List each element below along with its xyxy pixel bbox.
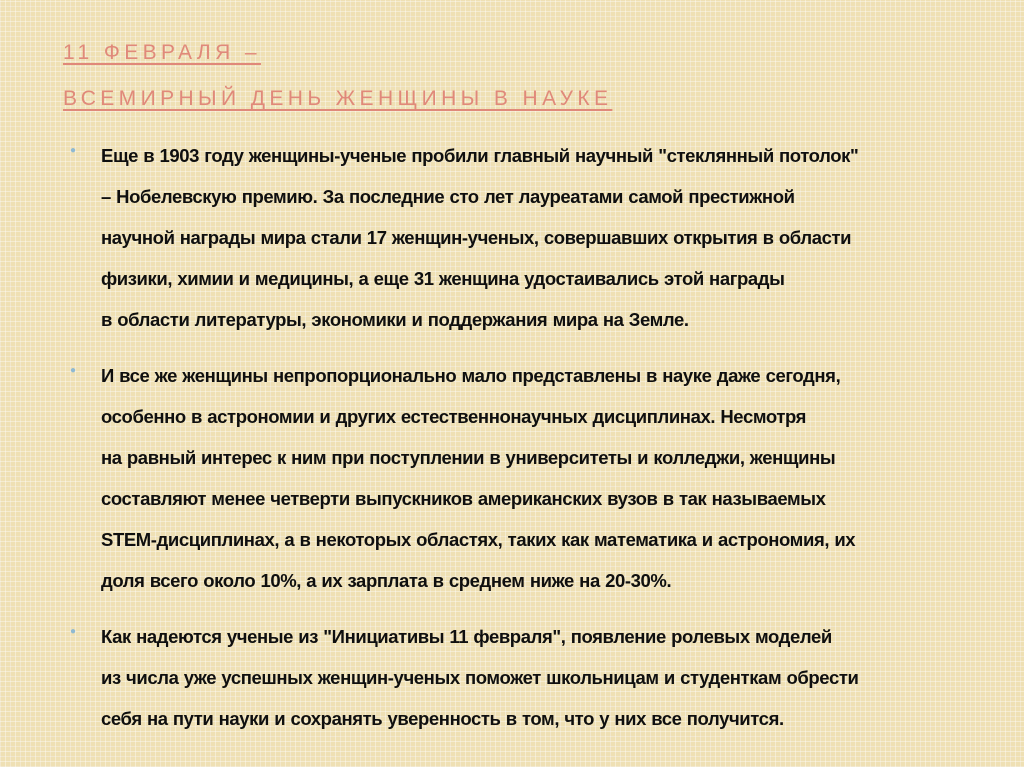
bullet-text-line: из числа уже успешных женщин-ученых поможет школьницам и студенткам обрести xyxy=(101,667,859,688)
bullet-text-line: физики, химии и медицины, а еще 31 женщина удостаивались этой награды xyxy=(101,268,785,289)
bullet-text-line: И все же женщины непропорционально мало представлены в науке даже сегодня, xyxy=(101,365,841,386)
bullet-text-line: Как надеются ученые из "Инициативы 11 февраля", появление ролевых моделей xyxy=(101,626,832,647)
bullet-text-line: Еще в 1903 году женщины-ученые пробили главный научный "стеклянный потолок" xyxy=(101,145,859,166)
bullet-text-line: составляют менее четверти выпускников американских вузов в так называемых xyxy=(101,488,826,509)
bullet-text xyxy=(101,135,984,340)
bullet-dot-icon: ● xyxy=(70,626,77,637)
bullet-text xyxy=(101,616,984,739)
bullet-text-line: особенно в астрономии и других естественнонаучных дисциплинах. Несмотря xyxy=(101,406,807,427)
bullet-text-line: в области литературы, экономики и поддержания мира на Земле. xyxy=(101,309,689,330)
slide-title-line-1: 11 ФЕВРАЛЯ – xyxy=(63,41,261,64)
bullet-text-line: STEM-дисциплинах, а в некоторых областях, таких как математика и астрономия, их xyxy=(101,529,856,550)
bullet-text-line: себя на пути науки и сохранять уверенность в том, что у них все получится. xyxy=(101,708,784,729)
bullet-dot-icon: ● xyxy=(70,365,77,376)
bullet-item xyxy=(0,355,1024,601)
slide-title xyxy=(63,30,963,122)
bullet-text-line: на равный интерес к ним при поступлении в университеты и колледжи, женщины xyxy=(101,447,836,468)
bullet-text-line: доля всего около 10%, а их зарплата в среднем ниже на 20-30%. xyxy=(101,570,672,591)
bullet-item xyxy=(0,135,1024,340)
bullet-text-line: научной награды мира стали 17 женщин-ученых, совершавших открытия в области xyxy=(101,227,852,248)
bullet-list xyxy=(0,135,1024,754)
slide-title-line-2: ВСЕМИРНЫЙ ДЕНЬ ЖЕНЩИНЫ В НАУКЕ xyxy=(63,87,613,110)
bullet-text xyxy=(101,355,984,601)
bullet-item xyxy=(0,616,1024,739)
bullet-text-line: – Нобелевскую премию. За последние сто лет лауреатами самой престижной xyxy=(101,186,795,207)
bullet-dot-icon: ● xyxy=(70,145,77,156)
